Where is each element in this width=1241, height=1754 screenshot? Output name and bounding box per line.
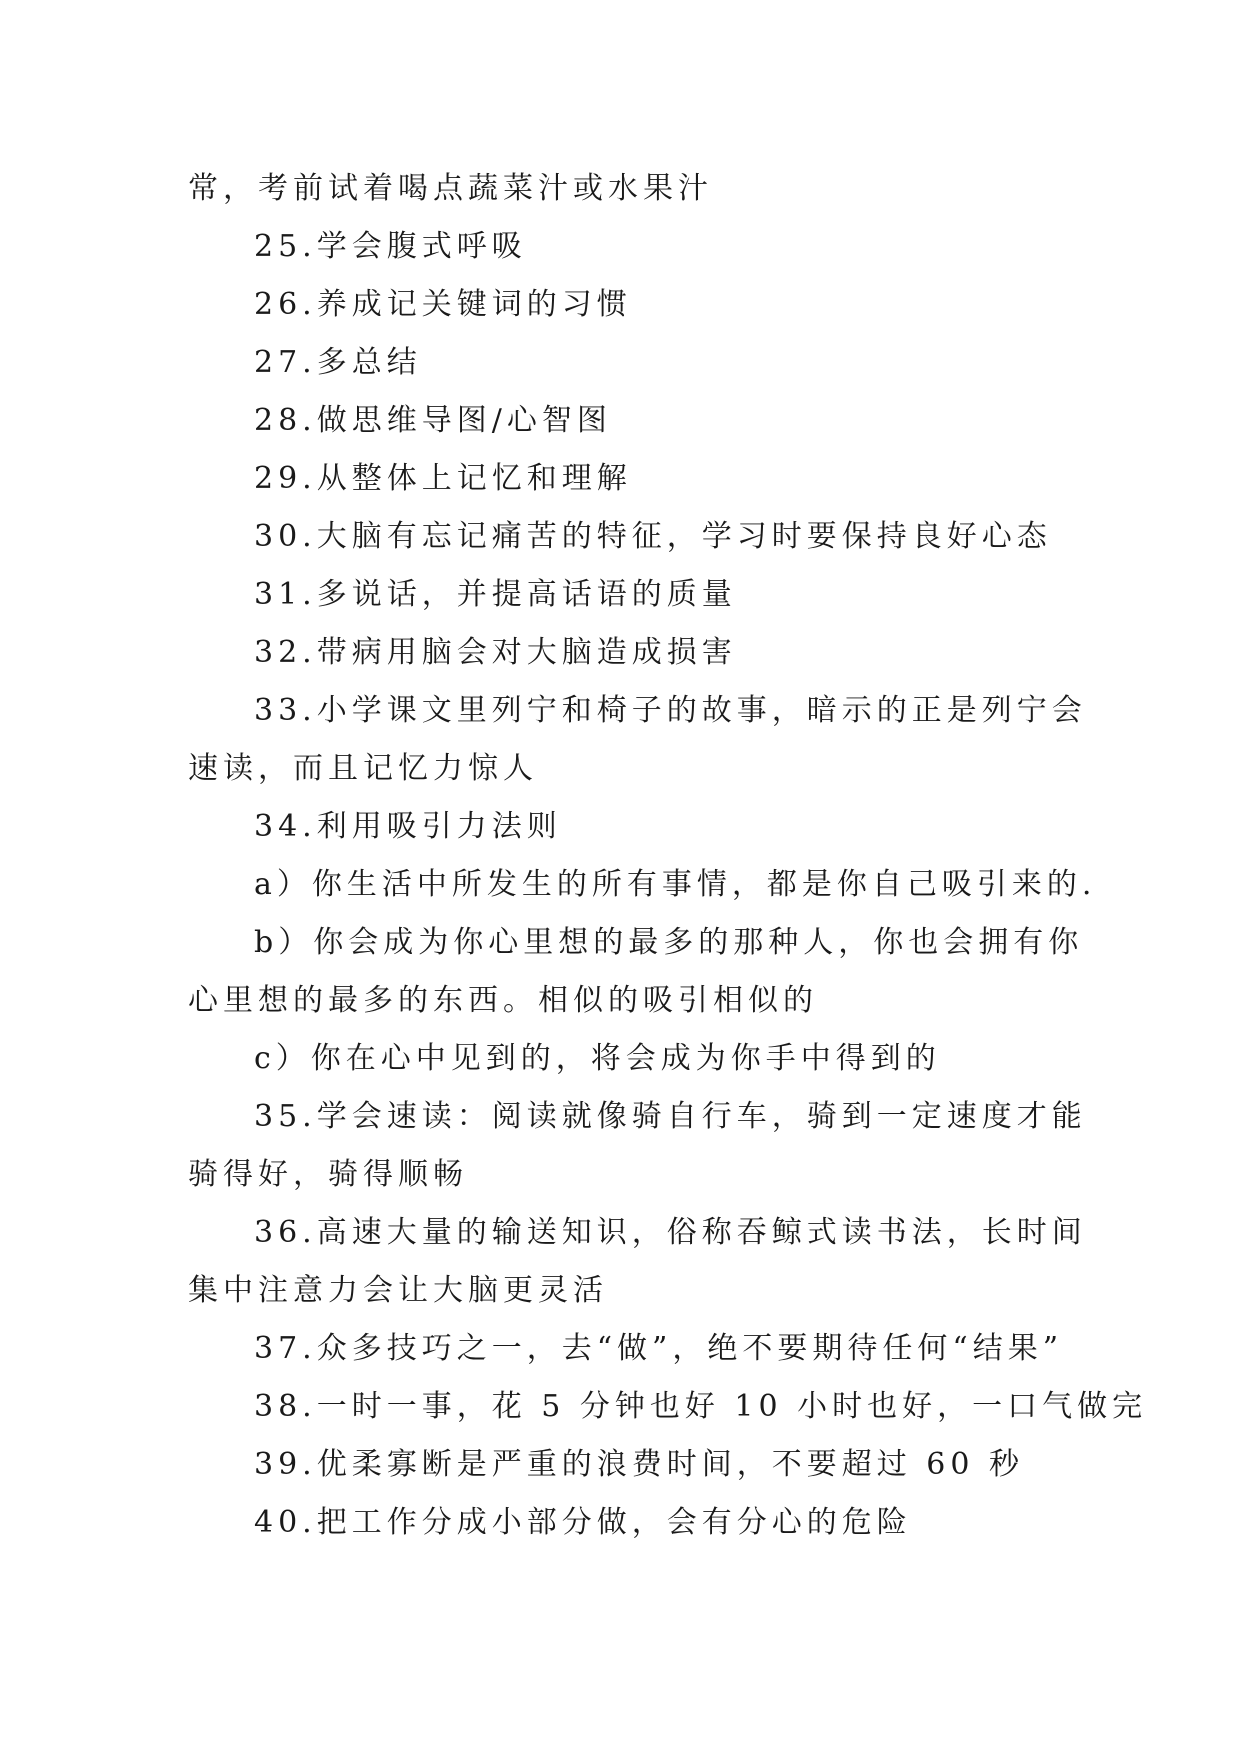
list-item-25: 25.学会腹式呼吸 xyxy=(254,229,527,264)
list-item-38: 38.一时一事，花 5 分钟也好 10 小时也好，一口气做完 xyxy=(254,1389,1148,1424)
sub-item-b: b）你会成为你心里想的最多的那种人，你也会拥有你 xyxy=(254,925,1084,960)
list-item-35: 35.学会速读：阅读就像骑自行车，骑到一定速度才能 xyxy=(254,1099,1087,1134)
paragraph-line: 常，考前试着喝点蔬菜汁或水果汁 xyxy=(188,171,713,206)
list-item-36-continued: 集中注意力会让大脑更灵活 xyxy=(188,1273,608,1308)
list-item-32: 32.带病用脑会对大脑造成损害 xyxy=(254,635,737,670)
list-item-35-continued: 骑得好，骑得顺畅 xyxy=(188,1157,468,1192)
list-item-27: 27.多总结 xyxy=(254,345,422,380)
list-item-28: 28.做思维导图/心智图 xyxy=(254,403,612,438)
list-item-33: 33.小学课文里列宁和椅子的故事，暗示的正是列宁会 xyxy=(254,693,1087,728)
list-item-26: 26.养成记关键词的习惯 xyxy=(254,287,632,322)
list-item-37: 37.众多技巧之一，去“做”，绝不要期待任何“结果” xyxy=(254,1331,1064,1366)
list-item-40: 40.把工作分成小部分做，会有分心的危险 xyxy=(254,1505,912,1540)
list-item-33-continued: 速读，而且记忆力惊人 xyxy=(188,751,538,786)
sub-item-b-continued: 心里想的最多的东西。相似的吸引相似的 xyxy=(188,983,818,1018)
sub-item-c: c）你在心中见到的，将会成为你手中得到的 xyxy=(254,1041,941,1076)
list-item-39: 39.优柔寡断是严重的浪费时间，不要超过 60 秒 xyxy=(254,1447,1024,1482)
list-item-29: 29.从整体上记忆和理解 xyxy=(254,461,632,496)
list-item-36: 36.高速大量的输送知识，俗称吞鲸式读书法，长时间 xyxy=(254,1215,1087,1250)
list-item-30: 30.大脑有忘记痛苦的特征，学习时要保持良好心态 xyxy=(254,519,1052,554)
sub-item-a: a）你生活中所发生的所有事情，都是你自己吸引来的. xyxy=(254,867,1097,902)
list-item-31: 31.多说话，并提高话语的质量 xyxy=(254,577,737,612)
body-text xyxy=(188,160,1148,1552)
list-item-34: 34.利用吸引力法则 xyxy=(254,809,562,844)
